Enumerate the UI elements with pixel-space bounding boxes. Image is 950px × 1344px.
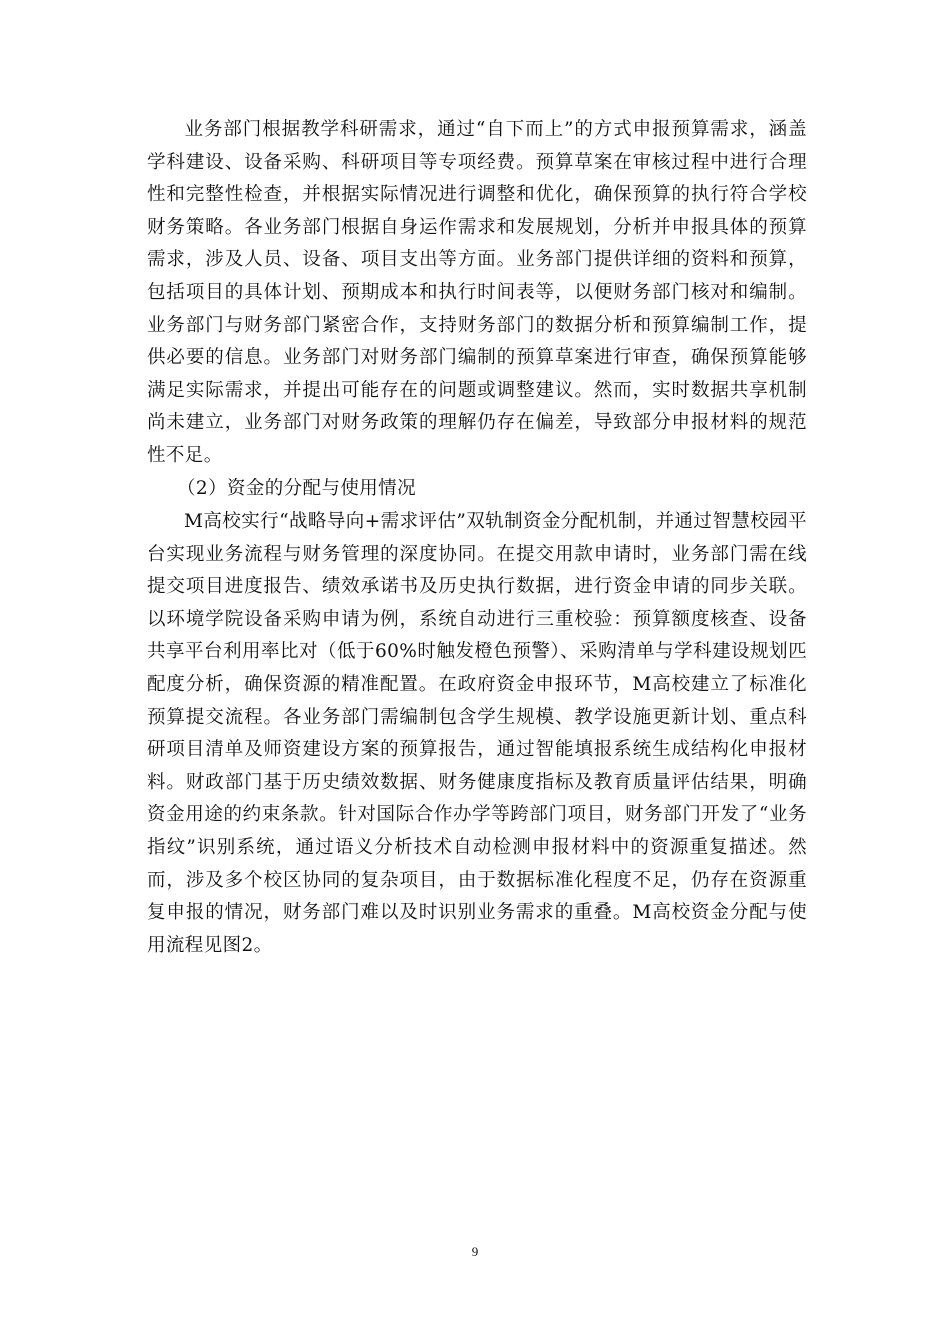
paragraph-1-text: 业务部门根据教学科研需求，通过“自下而上”的方式申报预算需求，涵盖学科建设、设备采购、科研项目等专项经费。预算草案在审核过程中进行合理性和完整性检查，并根据实际情况进行调整和优化，确保预算的执行符合学校财务策略。各业务部门根据自身运作需求和发展规划，分析并申报具体的预算需求，涉及人员、设备、项目支出等方面。业务部门提供详细的资料和预算，包括项目的具体计划、预期成本和执行时间表等，以便财务部门核对和编制。业务部门与财务部门紧密合作，支持财务部门的数据分析和预算编制工作，提供必要的信息。业务部门对财务部门编制的预算草案进行审查，确保预算能够满足实际需求，并提出可能存在的问题或调整建议。然而，实时数据共享机制尚未建立，业务部门对财务政策的理解仍存在偏差，导致部分申报材料的规范性不足。: [147, 119, 807, 466]
section-heading: [147, 473, 807, 506]
body-paragraph-2: [147, 506, 807, 962]
section-heading-text: （2）资金的分配与使用情况: [177, 478, 416, 499]
page-number: 9: [471, 1244, 479, 1259]
body-paragraph-1: [147, 114, 807, 473]
paragraph-2-text: M高校实行“战略导向+需求评估”双轨制资金分配机制，并通过智慧校园平台实现业务流程与财务管理的深度协同。在提交用款申请时，业务部门需在线提交项目进度报告、绩效承诺书及历史执行数据，进行资金申请的同步关联。以环境学院设备采购申请为例，系统自动进行三重校验：预算额度核查、设备共享平台利用率比对（低于60%时触发橙色预警）、采购清单与学科建设规划匹配度分析，确保资源的精准配置。在政府资金申报环节，M高校建立了标准化预算提交流程。各业务部门需编制包含学生规模、教学设施更新计划、重点科研项目清单及师资建设方案的预算报告，通过智能填报系统生成结构化申报材料。财政部门基于历史绩效数据、财务健康度指标及教育质量评估结果，明确资金用途的约束条款。针对国际合作办学等跨部门项目，财务部门开发了“业务指纹”识别系统，通过语义分析技术自动检测申报材料中的资源重复描述。然而，涉及多个校区协同的复杂项目，由于数据标准化程度不足，仍存在资源重复申报的情况，财务部门难以及时识别业务需求的重叠。M高校资金分配与使用流程见图2。: [147, 511, 807, 956]
